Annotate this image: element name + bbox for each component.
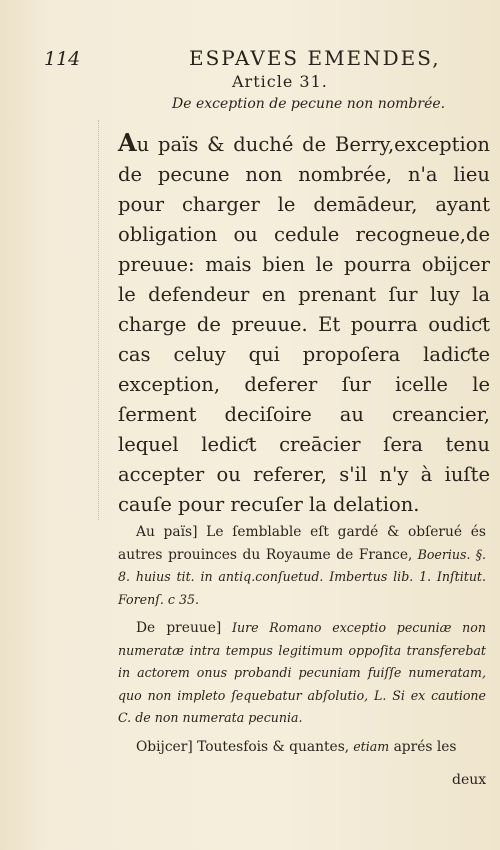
- catchword: deux: [452, 772, 487, 788]
- note-3-italic: etiam: [349, 738, 390, 754]
- main-paragraph-text: u païs & duché de Berry,exception de pecune non nombrée, n'a lieu pour charger le demādeur, ayant obligation ou cedule recogneue,de preuue: mais bien le pourra obijcer le defendeur en prenant ſur luy la charge de preuue. Et pourra oudiƈt cas celuy qui propoſera ladiƈte exception, deferer ſur icelle le ſerment deciſoire au creancier, lequel lediƈt creācier ſera tenu accepter ou referer, s'il n'y à iuſte cauſe pour recuſer la delation.: [118, 133, 490, 516]
- note-3-text: Toutesfois & quantes,: [192, 738, 350, 755]
- note-3: [118, 736, 486, 759]
- page-header: [44, 46, 444, 72]
- article-heading: Article 31.: [232, 72, 328, 91]
- note-1: [118, 522, 486, 611]
- note-1-text: Le ſemblable eſt gardé & obſerué és autres prouinces du Royaume de France,: [118, 524, 486, 563]
- note-2: [118, 617, 486, 730]
- main-text-block: [118, 128, 490, 520]
- note-1-lead: Au païs]: [136, 524, 198, 540]
- note-2-lead: De preuue]: [136, 620, 222, 636]
- main-paragraph: [118, 128, 490, 520]
- note-1-citation: Boerius. §. 8. huius tit. in antiq.conſuetud. Imbertus lib. 1. Inſtitut. Forenſ. c 35.: [118, 546, 486, 607]
- running-title: ESPAVES EMENDES,: [189, 46, 441, 70]
- article-subtitle: De exception de pecune non nombrée.: [172, 96, 446, 112]
- margin-rule: [98, 120, 100, 520]
- note-3-tail: aprés les: [389, 738, 457, 755]
- note-3-lead: Obijcer]: [136, 738, 193, 755]
- page-number: 114: [44, 48, 81, 70]
- drop-capital: A: [118, 128, 137, 157]
- annotations-block: [118, 522, 486, 764]
- note-2-citation: Iure Romano exceptio pecuniæ non numeratæ intra tempus legitimum oppoſita transferebat in actorem onus probandi pecuniam fuiſſe numeratam, quo non impleto ſequebatur abſolutio, L. Si ex cautione C. de non numerata pecunia.: [118, 620, 486, 725]
